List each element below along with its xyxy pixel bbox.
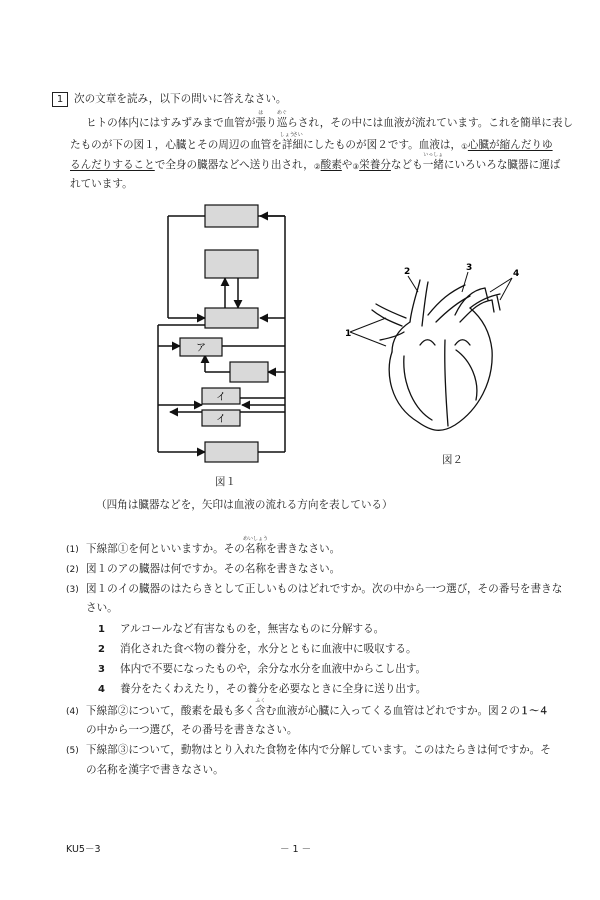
footer-page-number: － 1 －: [280, 844, 312, 855]
question-3-cont: さい。: [86, 602, 118, 614]
option-3: 3 体内で不要になったものや，余分な水分を血液中からこし出す。: [98, 663, 427, 675]
question-2: (2) 図１のアの臓器は何ですか。その名称を書きなさい。: [66, 563, 341, 575]
figure-2-heart-diagram: [330, 255, 530, 445]
instruction: 次の文章を読み，以下の問いに答えなさい。: [74, 93, 287, 105]
label-i-1: イ: [216, 392, 226, 403]
question-4: (4) 下線部②について，酸素を最も多く含 ふく む血液が心臓に入ってくる血管はどれですか。図２の１～４: [66, 698, 549, 717]
label-a: ア: [196, 343, 206, 354]
passage-line-4: れています。: [70, 178, 133, 190]
passage-line-1: ヒトの体内にはすみずみまで血管が張 は り巡 めぐ らされ，その中には血液が流れています。これを簡単に表し: [86, 110, 574, 129]
option-1: 1 アルコールなど有害なものを，無害なものに分解する。: [98, 623, 385, 635]
option-4: 4 養分をたくわえたり，その養分を必要なときに全身に送り出す。: [98, 683, 427, 695]
question-5: (5) 下線部③について，動物はとり入れた食物を体内で分解しています。このはたらきは何ですか。そ: [66, 744, 551, 756]
figure-2-caption: 図２: [442, 454, 463, 466]
organ-box-top: [205, 205, 258, 227]
question-4-cont: の中から一つ選び，その番号を書きなさい。: [86, 724, 298, 736]
organ-box-bottom: [205, 442, 258, 462]
figure-1-note: （四角は臓器などを，矢印は血液の流れる方向を表している）: [96, 499, 393, 511]
heart-label-3: 3: [466, 263, 473, 273]
figure-1-diagram: [150, 195, 300, 470]
question-1: (1) 下線部①を何といいますか。その名称 めいしょう を書きなさい。: [66, 536, 341, 555]
passage-line-2: たものが下の図１，心臓とその周辺の血管を詳 しょう 細 さい にしたものが図２です。血液は，①心臓が縮んだりゆ: [70, 132, 553, 151]
passage-line-3: るんだりすることで全身の臓器などへ送り出され，②酸素や③栄養分なども一緒 いっしょ にいろいろな臓器に運ば: [70, 152, 561, 171]
footer-code: KU5－3: [66, 844, 101, 855]
heart-label-2: 2: [404, 267, 411, 277]
organ-box-right: [230, 362, 268, 382]
figure-1-caption: 図１: [215, 476, 236, 488]
question-number-box: 1: [52, 92, 68, 107]
organ-box-lungs: [205, 250, 258, 278]
question-5-cont: の名称を漢字で書きなさい。: [86, 764, 224, 776]
organ-box-heart: [205, 308, 258, 328]
heart-label-1: 1: [345, 329, 352, 339]
label-i-2: イ: [216, 414, 226, 425]
heart-label-4: 4: [513, 269, 520, 279]
option-2: 2 消化された食べ物の養分を，水分とともに血液中に吸収する。: [98, 643, 417, 655]
question-3: (3) 図１のイの臓器のはたらきとして正しいものはどれですか。次の中から一つ選び，その番号を書きな: [66, 583, 563, 595]
